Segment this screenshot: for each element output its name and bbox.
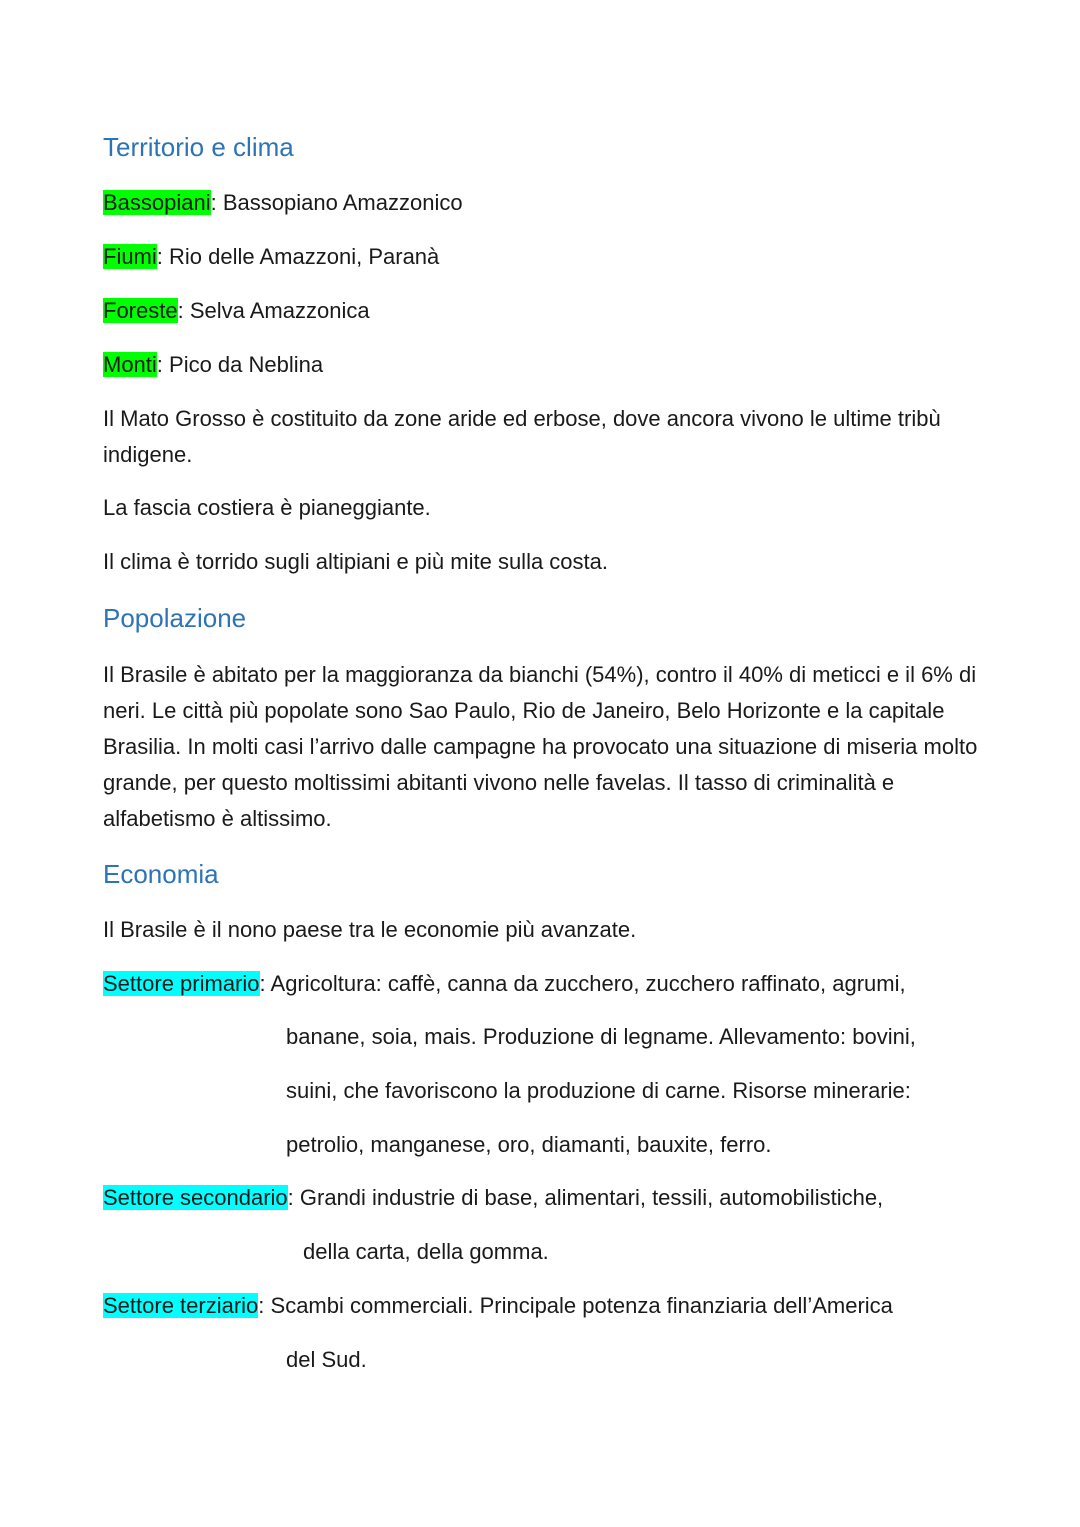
heading-economia: Economia <box>103 859 219 889</box>
item-monti <box>103 351 323 379</box>
sector-primario-line-3: suini, che favoriscono la produzione di carne. Risorse minerarie: <box>286 1078 911 1103</box>
sector-secondario-line-2: della carta, della gomma. <box>303 1239 549 1264</box>
sector-primario-line-4: petrolio, manganese, oro, diamanti, bauxite, ferro. <box>286 1132 772 1157</box>
text-bassopiani: : Bassopiano Amazzonico <box>210 190 463 215</box>
heading-territorio: Territorio e clima <box>103 132 294 162</box>
item-fiumi <box>103 243 439 271</box>
sector-terziario <box>103 1292 893 1320</box>
label-settore-primario: Settore primario <box>103 971 260 996</box>
sector-terziario-line-2: del Sud. <box>286 1347 367 1372</box>
paragraph-popolazione: Il Brasile è abitato per la maggioranza da bianchi (54%), contro il 40% di meticci e il 6% di neri. Le città più popolate sono Sao Paulo, Rio de Janeiro, Belo Horizonte e la capitale Brasilia. In molti casi l’arrivo dalle campagne ha provocato una situazione di miseria molto grande, per questo moltissimi abitanti vivono nelle favelas. Il tasso di criminalità e alfabetismo è altissimo. <box>103 662 978 831</box>
text-foreste: : Selva Amazzonica <box>177 298 370 323</box>
sector-primario-line-1: : Agricoltura: caffè, canna da zucchero, zucchero raffinato, agrumi, <box>259 971 906 996</box>
sector-secondario-line-1: : Grandi industrie di base, alimentari, tessili, automobilistiche, <box>287 1185 884 1210</box>
sector-terziario-line-1: : Scambi commerciali. Principale potenza finanziaria dell’America <box>258 1293 893 1318</box>
item-bassopiani <box>103 189 463 217</box>
sector-primario <box>103 970 906 998</box>
label-settore-secondario: Settore secondario <box>103 1185 288 1210</box>
paragraph-economia-intro: Il Brasile è il nono paese tra le economie più avanzate. <box>103 917 637 942</box>
paragraph-fascia-costiera: La fascia costiera è pianeggiante. <box>103 495 431 520</box>
paragraph-mato-grosso: Il Mato Grosso è costituito da zone aride ed erbose, dove ancora vivono le ultime tribù indigene. <box>103 406 941 467</box>
label-bassopiani: Bassopiani <box>103 190 211 215</box>
item-foreste <box>103 297 370 325</box>
label-monti: Monti <box>103 352 157 377</box>
sector-secondario <box>103 1184 883 1212</box>
paragraph-clima: Il clima è torrido sugli altipiani e più mite sulla costa. <box>103 549 609 574</box>
label-settore-terziario: Settore terziario <box>103 1293 259 1318</box>
text-monti: : Pico da Neblina <box>156 352 324 377</box>
label-foreste: Foreste <box>103 298 178 323</box>
label-fiumi: Fiumi <box>103 244 157 269</box>
heading-popolazione: Popolazione <box>103 603 247 633</box>
text-fiumi: : Rio delle Amazzoni, Paranà <box>156 244 440 269</box>
sector-primario-line-2: banane, soia, mais. Produzione di legname. Allevamento: bovini, <box>286 1024 916 1049</box>
